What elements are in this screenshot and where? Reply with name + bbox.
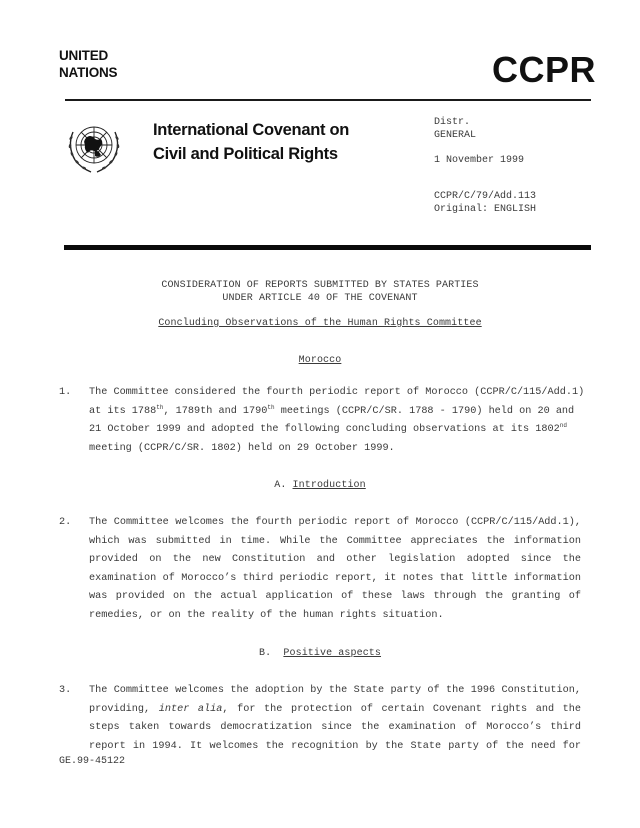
paragraph-line xyxy=(89,421,581,440)
paragraph-line: The Committee welcomes the fourth periodic report of Morocco (CCPR/C/115/Add.1), xyxy=(89,517,581,528)
text-run: meetings (CCPR/C/SR. 1788 - 1790) held on 20 and xyxy=(274,405,575,417)
paragraph-line: examination of Morocco’s third periodic report, it notes that little information xyxy=(89,572,581,584)
header-divider-thin xyxy=(65,99,591,101)
text-run: at its 1788 xyxy=(89,405,157,417)
section-heading-a xyxy=(0,480,640,493)
paragraph-number: 3. xyxy=(59,685,72,696)
section-title: Positive aspects xyxy=(283,648,382,659)
paragraph-2 xyxy=(89,514,581,626)
superscript: nd xyxy=(559,422,567,430)
header-divider-thick xyxy=(64,245,591,250)
report-heading-line2: UNDER ARTICLE 40 OF THE COVENANT xyxy=(222,292,418,304)
italic-term: inter alia xyxy=(158,703,223,715)
document-date: 1 November 1999 xyxy=(434,155,525,166)
paragraph-line: The Committee welcomes the adoption by the State party of the 1996 Constitution, xyxy=(89,685,581,696)
country-heading: Morocco xyxy=(298,355,342,366)
paragraph-line: remedies, or on the reality of the human rights situation. xyxy=(89,609,444,621)
text-run: , 1789th and 1790 xyxy=(163,405,268,417)
paragraph-line: steps taken towards democratization since the examination of Morocco’s third xyxy=(89,722,581,734)
paragraph-line: meeting (CCPR/C/SR. 1802) held on 29 October 1999. xyxy=(89,442,395,454)
paragraph-1 xyxy=(89,384,585,458)
original-language: Original: ENGLISH xyxy=(434,204,537,215)
superscript: th xyxy=(267,403,275,411)
paragraph-line: report in 1994. It welcomes the recognition by the State party of the need for xyxy=(89,740,581,752)
section-letter: B. xyxy=(258,648,272,659)
text-run: , for the protection of certain Covenant rights and the xyxy=(222,703,582,715)
distr-label: Distr. xyxy=(434,117,471,128)
section-letter: A. xyxy=(274,480,287,491)
document-metadata xyxy=(434,116,536,216)
paragraph-line xyxy=(89,403,581,422)
distribution: GENERAL xyxy=(434,130,477,141)
paragraph-line: was provided on the actual application of these laws through the granting of xyxy=(89,591,581,603)
text-run: providing, xyxy=(89,703,159,715)
report-heading-line1: CONSIDERATION OF REPORTS SUBMITTED BY STATES PARTIES xyxy=(161,280,479,291)
section-title: Introduction xyxy=(292,480,366,491)
org-name-line1: UNITED xyxy=(59,48,109,63)
document-number: CCPR/C/79/Add.113 xyxy=(434,191,537,202)
superscript: th xyxy=(156,403,164,411)
org-name xyxy=(59,47,117,81)
paragraph-line: The Committee considered the fourth periodic report of Morocco (CCPR/C/115/Add.1) xyxy=(89,387,585,398)
paragraph-line xyxy=(89,701,581,720)
paragraph-line: which was submitted in time. While the Committee appreciates the information xyxy=(89,535,581,547)
subheading: Concluding Observations of the Human Rights Committee xyxy=(158,318,482,329)
covenant-title: International Covenant on Civil and Political Rights xyxy=(153,121,350,163)
paragraph-number: 2. xyxy=(59,517,72,528)
org-name-line2: NATIONS xyxy=(59,65,118,80)
paragraph-number: 1. xyxy=(59,387,72,398)
text-run: 21 October 1999 and adopted the following concluding observations at its 1802 xyxy=(89,424,560,436)
section-heading-b xyxy=(0,648,640,661)
doc-symbol-large: CCPR xyxy=(491,49,596,90)
paragraph-line: provided on the new Constitution and other legislation adopted since the xyxy=(89,554,581,566)
report-heading xyxy=(0,280,640,305)
job-number: GE.99-45122 xyxy=(59,756,126,767)
un-emblem-icon xyxy=(64,118,124,176)
paragraph-3 xyxy=(89,682,581,756)
